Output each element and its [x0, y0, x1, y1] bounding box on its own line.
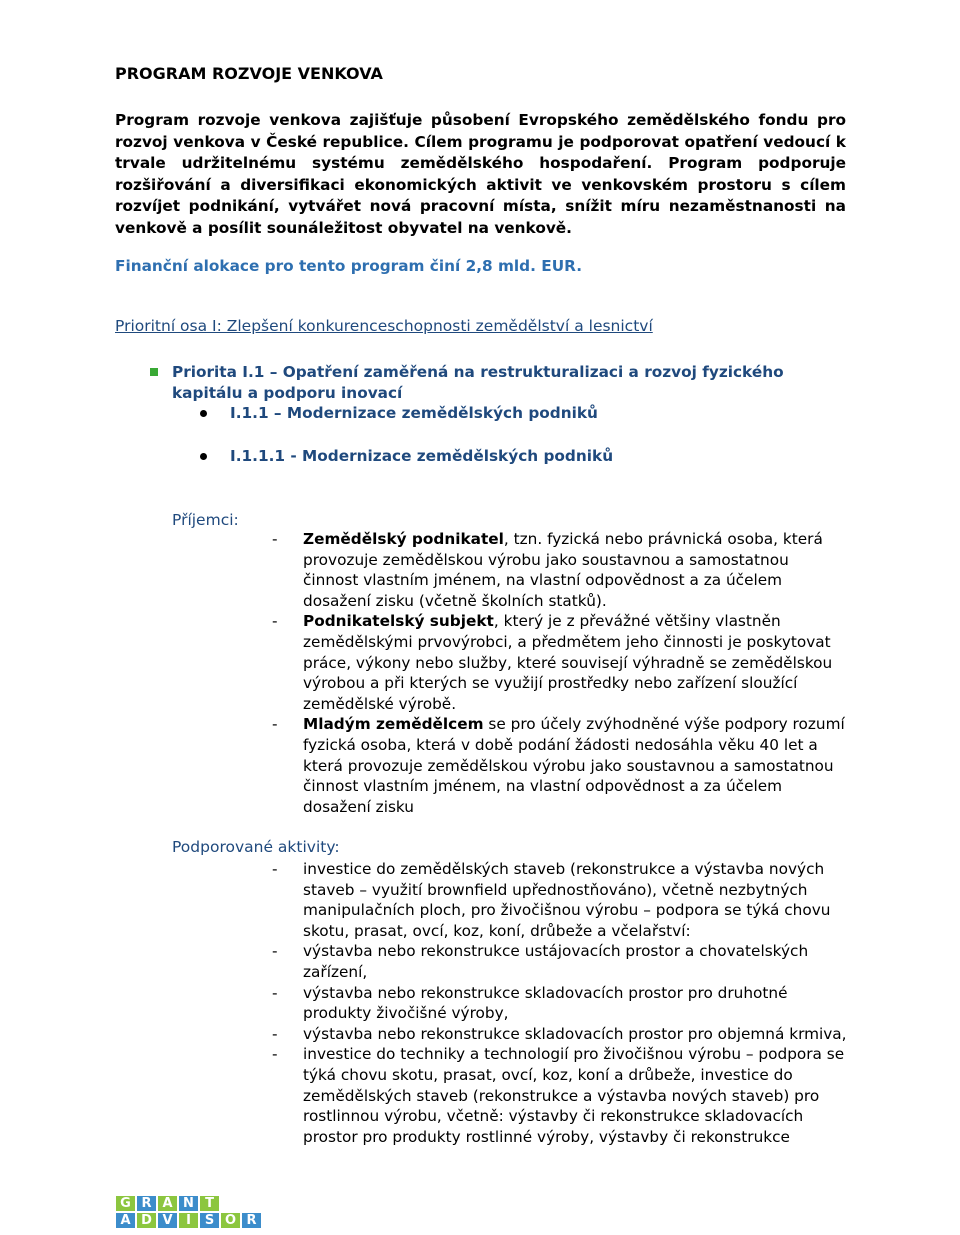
- logo-letter: A: [158, 1196, 177, 1211]
- dash-marker: -: [272, 1024, 278, 1043]
- green-square-bullet-icon: [150, 368, 158, 376]
- recipients-list: [268, 529, 848, 817]
- dash-marker: -: [272, 1045, 278, 1064]
- list-item: [268, 983, 848, 1024]
- activity-text: investice do techniky a technologií pro živočišnou výrobu – podpora se týká chovu skotu, prasat, ovcí, koz, koní a drůbeže, investice do zemědělských staveb (rekonstrukce a výstavba nových staveb) pro rostlinnou výrobu, včetně: výstavby či rekonstrukce skladovacích prostor pro produkty rostlinné výroby, výstavby či rekonstrukce: [303, 1045, 845, 1146]
- dash-marker: -: [272, 530, 278, 548]
- list-item: [268, 529, 848, 611]
- logo-letter: I: [179, 1213, 198, 1228]
- recipient-description: , který je z převážné většiny vlastněn zemědělskými prvovýrobci, a předmětem jeho činnosti je poskytovat práce, výkony nebo služby, které souvisejí výhradně se zemědělskou výrobou a při kterých se využijí prostředky nebo zařízení sloužící zemědělské výrobě.: [303, 612, 833, 713]
- document-title: PROGRAM ROZVOJE VENKOVA: [115, 64, 383, 83]
- list-item: [268, 1044, 848, 1147]
- logo-letter: V: [158, 1213, 177, 1228]
- logo-letter: R: [137, 1196, 156, 1211]
- activity-text: výstavba nebo rekonstrukce skladovacích prostor pro objemná krmiva,: [303, 1024, 847, 1043]
- dash-marker: -: [272, 942, 278, 961]
- grant-advisor-logo: [116, 1196, 261, 1230]
- list-item: [268, 714, 848, 817]
- logo-letter: O: [221, 1213, 240, 1228]
- measure-text: I.1.1 – Modernizace zemědělských podniků: [230, 404, 598, 422]
- activities-list: [268, 859, 848, 1147]
- recipient-term: Mladým zemědělcem: [303, 715, 484, 734]
- logo-letter: G: [116, 1196, 135, 1211]
- list-item: [268, 1024, 848, 1045]
- bullet-dot-icon: [200, 410, 207, 417]
- logo-row-advisor: [116, 1213, 261, 1228]
- logo-letter: A: [116, 1213, 135, 1228]
- priority-axis-heading: Prioritní osa I: Zlepšení konkurenceschopnosti zemědělství a lesnictví: [115, 317, 653, 335]
- recipient-description: se pro účely zvýhodněné výše podpory rozumí fyzická osoba, která v době podání žádosti nedosáhla věku 40 let a která provozuje zemědělskou výrobu jako soustavnou a samostatnou činnost vlastním jménem, na vlastní odpovědnost a za účelem dosažení zisku: [303, 715, 845, 816]
- logo-row-grant: [116, 1196, 261, 1211]
- list-item: [268, 611, 848, 714]
- activity-text: výstavba nebo rekonstrukce skladovacích prostor pro druhotné produkty živočišné výroby,: [303, 983, 788, 1023]
- activity-text: výstavba nebo rekonstrukce ustájovacích prostor a chovatelských zařízení,: [303, 942, 809, 981]
- dash-marker: -: [272, 715, 278, 734]
- priority-text: Priorita I.1 – Opatření zaměřená na restrukturalizaci a rozvoj fyzického kapitálu a podporu inovací: [172, 363, 784, 402]
- recipient-term: Podnikatelský subjekt: [303, 612, 494, 631]
- dash-marker: -: [272, 860, 278, 878]
- recipient-description: , tzn. fyzická nebo právnická osoba, která provozuje zemědělskou výrobu jako soustavnou a samostatnou činnost vlastním jménem, na vlastní odpovědnost a za účelem dosažení zisku (včetně školních statků).: [303, 530, 823, 610]
- logo-letter: D: [137, 1213, 156, 1228]
- allocation-text: Finanční alokace pro tento program činí 2,8 mld. EUR.: [115, 257, 583, 275]
- dash-marker: -: [272, 983, 278, 1002]
- recipients-heading: Příjemci:: [172, 511, 239, 529]
- submeasure-text: I.1.1.1 - Modernizace zemědělských podniků: [230, 447, 614, 465]
- logo-letter: R: [242, 1213, 261, 1228]
- list-item: [268, 941, 848, 982]
- intro-paragraph: Program rozvoje venkova zajišťuje působení Evropského zemědělského fondu pro rozvoj venkova v České republice. Cílem programu je podporovat opatření vedoucí k trvale udržitelnému systému zemědělského hospodaření. Program podporuje rozšiřování a diversifikaci ekonomických aktivit ve venkovském prostoru s cílem rozvíjet podnikání, vytvářet nová pracovní místa, snížit míru nezaměstnanosti na venkově a posílit sounáležitost obyvatel na venkově.: [115, 111, 846, 237]
- activity-text: investice do zemědělských staveb (rekonstrukce a výstavba nových staveb – využití brownfield upřednostňováno), včetně nezbytných manipulačních ploch, pro živočišnou výrobu – podpora se týká chovu skotu, prasat, ovcí, koz, koní, drůbeže a včelařství:: [303, 860, 831, 940]
- logo-letter: N: [179, 1196, 198, 1211]
- dash-marker: -: [272, 612, 278, 631]
- bullet-dot-icon: [200, 453, 207, 460]
- recipient-term: Zemědělský podnikatel: [303, 530, 504, 548]
- logo-letter: S: [200, 1213, 219, 1228]
- logo-letter: T: [200, 1196, 219, 1211]
- list-item: [268, 859, 848, 941]
- activities-heading: Podporované aktivity:: [172, 838, 340, 856]
